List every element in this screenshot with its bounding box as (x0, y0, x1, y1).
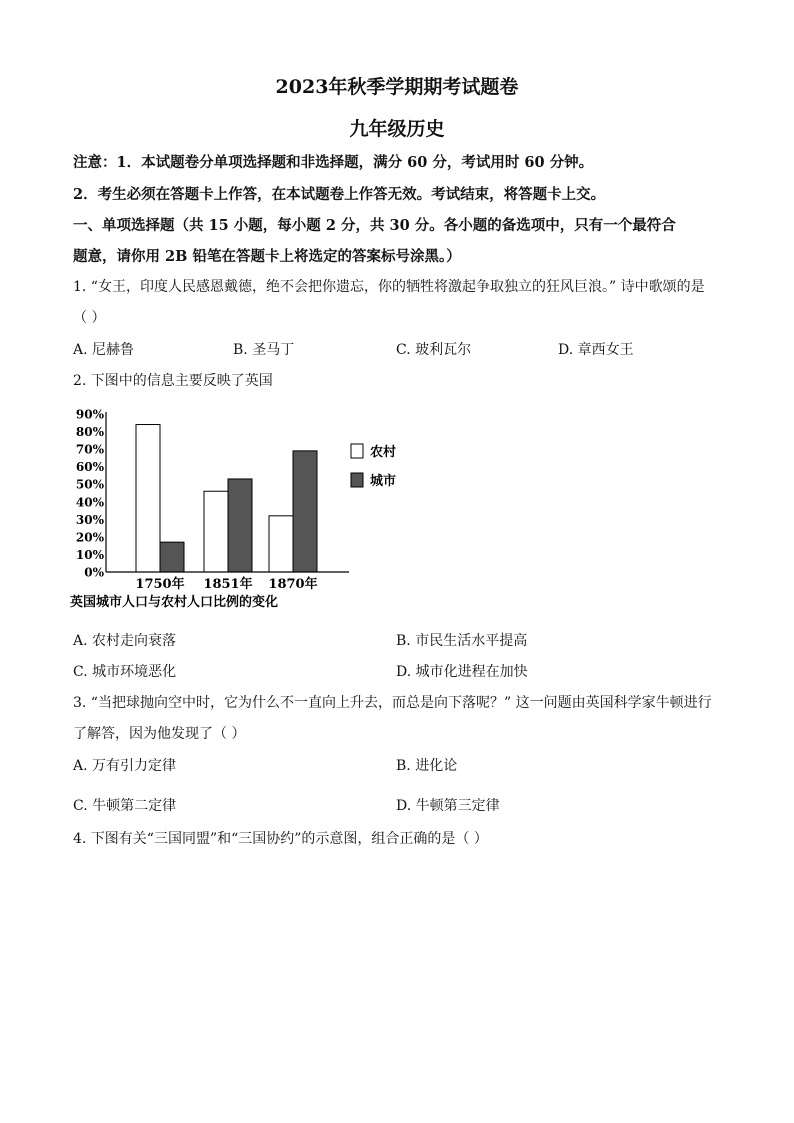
q1-stem-line-1: 1. “女王，印度人民感恩戴德，绝不会把你遗忘，你的牺牲将激起争取独立的狂风巨浪。” 诗中歌颂的是 (73, 279, 705, 295)
y-tick-label: 30% (75, 512, 104, 527)
y-axis-ticks (76, 408, 105, 580)
q3-option-a: A. 万有引力定律 (73, 758, 177, 774)
exam-subtitle: 九年级历史 (349, 118, 445, 140)
q2-option-a: A. 农村走向衰落 (73, 633, 177, 649)
q3-stem-line-1: 3. “当把球抛向空中时，它为什么不一直向上升去，而总是向下落呢？” 这一问题由英国科学家牛顿进行 (73, 695, 712, 711)
legend-label-rural: 农村 (370, 445, 397, 460)
urban-rural-population-chart (70, 400, 420, 615)
q3-option-b: B. 进化论 (396, 758, 458, 774)
y-tick-label: 90% (75, 407, 104, 422)
y-tick-label: 10% (75, 547, 104, 562)
x-tick-label: 1750年 (135, 577, 185, 592)
bar-rural (136, 425, 160, 572)
x-tick-label: 1851年 (203, 577, 253, 592)
y-tick-label: 70% (75, 442, 104, 457)
q2-option-c: C. 城市环境恶化 (73, 664, 177, 680)
q3-option-c: C. 牛顿第二定律 (73, 798, 177, 814)
section-heading-line-1: 一、单项选择题（共 15 小题，每小题 2 分，共 30 分。各小题的备选项中，只有一个最符合 (73, 217, 676, 234)
q1-stem-line-2: （ ） (73, 310, 106, 326)
section-heading-line-2: 题意，请你用 2B 铅笔在答题卡上将选定的答案标号涂黑。） (73, 248, 461, 265)
y-tick-label: 0% (84, 565, 104, 580)
notice-line-2: 2．考生必须在答题卡上作答，在本试题卷上作答无效。考试结束，将答题卡上交。 (73, 186, 606, 203)
bar-urban (160, 542, 184, 572)
q1-option-a: A. 尼赫鲁 (73, 342, 135, 358)
q3-option-d: D. 牛顿第三定律 (396, 798, 500, 814)
legend-label-urban: 城市 (370, 474, 397, 489)
q1-option-b: B. 圣马丁 (233, 342, 295, 358)
exam-title: 2023年秋季学期期考试题卷 (275, 76, 519, 98)
chart-caption: 英国城市人口与农村人口比例的变化 (70, 595, 279, 610)
q1-option-d: D. 章西女王 (558, 342, 634, 358)
bar-urban (228, 479, 252, 572)
legend-swatch-rural (351, 444, 363, 458)
q4-stem: 4. 下图有关“三国同盟”和“三国协约”的示意图，组合正确的是（ ） (73, 831, 488, 847)
x-tick-label: 1870年 (268, 577, 318, 592)
bar-urban (293, 451, 317, 572)
chart-legend (351, 444, 396, 489)
y-tick-label: 80% (75, 425, 104, 440)
chart-bars (136, 425, 317, 572)
notice-line-1: 注意：1．本试题卷分单项选择题和非选择题，满分 60 分，考试用时 60 分钟。 (73, 154, 594, 171)
q1-option-c: C. 玻利瓦尔 (396, 342, 472, 358)
y-tick-label: 60% (75, 460, 104, 475)
y-tick-label: 20% (75, 530, 104, 545)
legend-swatch-urban (351, 473, 363, 487)
bar-rural (204, 491, 228, 572)
y-tick-label: 50% (75, 477, 104, 492)
x-axis-labels (135, 576, 317, 592)
y-tick-label: 40% (75, 495, 104, 510)
q3-stem-line-2: 了解答，因为他发现了（ ） (73, 726, 246, 742)
bar-rural (269, 516, 293, 572)
q2-option-d: D. 城市化进程在加快 (396, 664, 528, 680)
q2-stem: 2. 下图中的信息主要反映了英国 (73, 373, 273, 389)
q2-option-b: B. 市民生活水平提高 (396, 633, 528, 649)
